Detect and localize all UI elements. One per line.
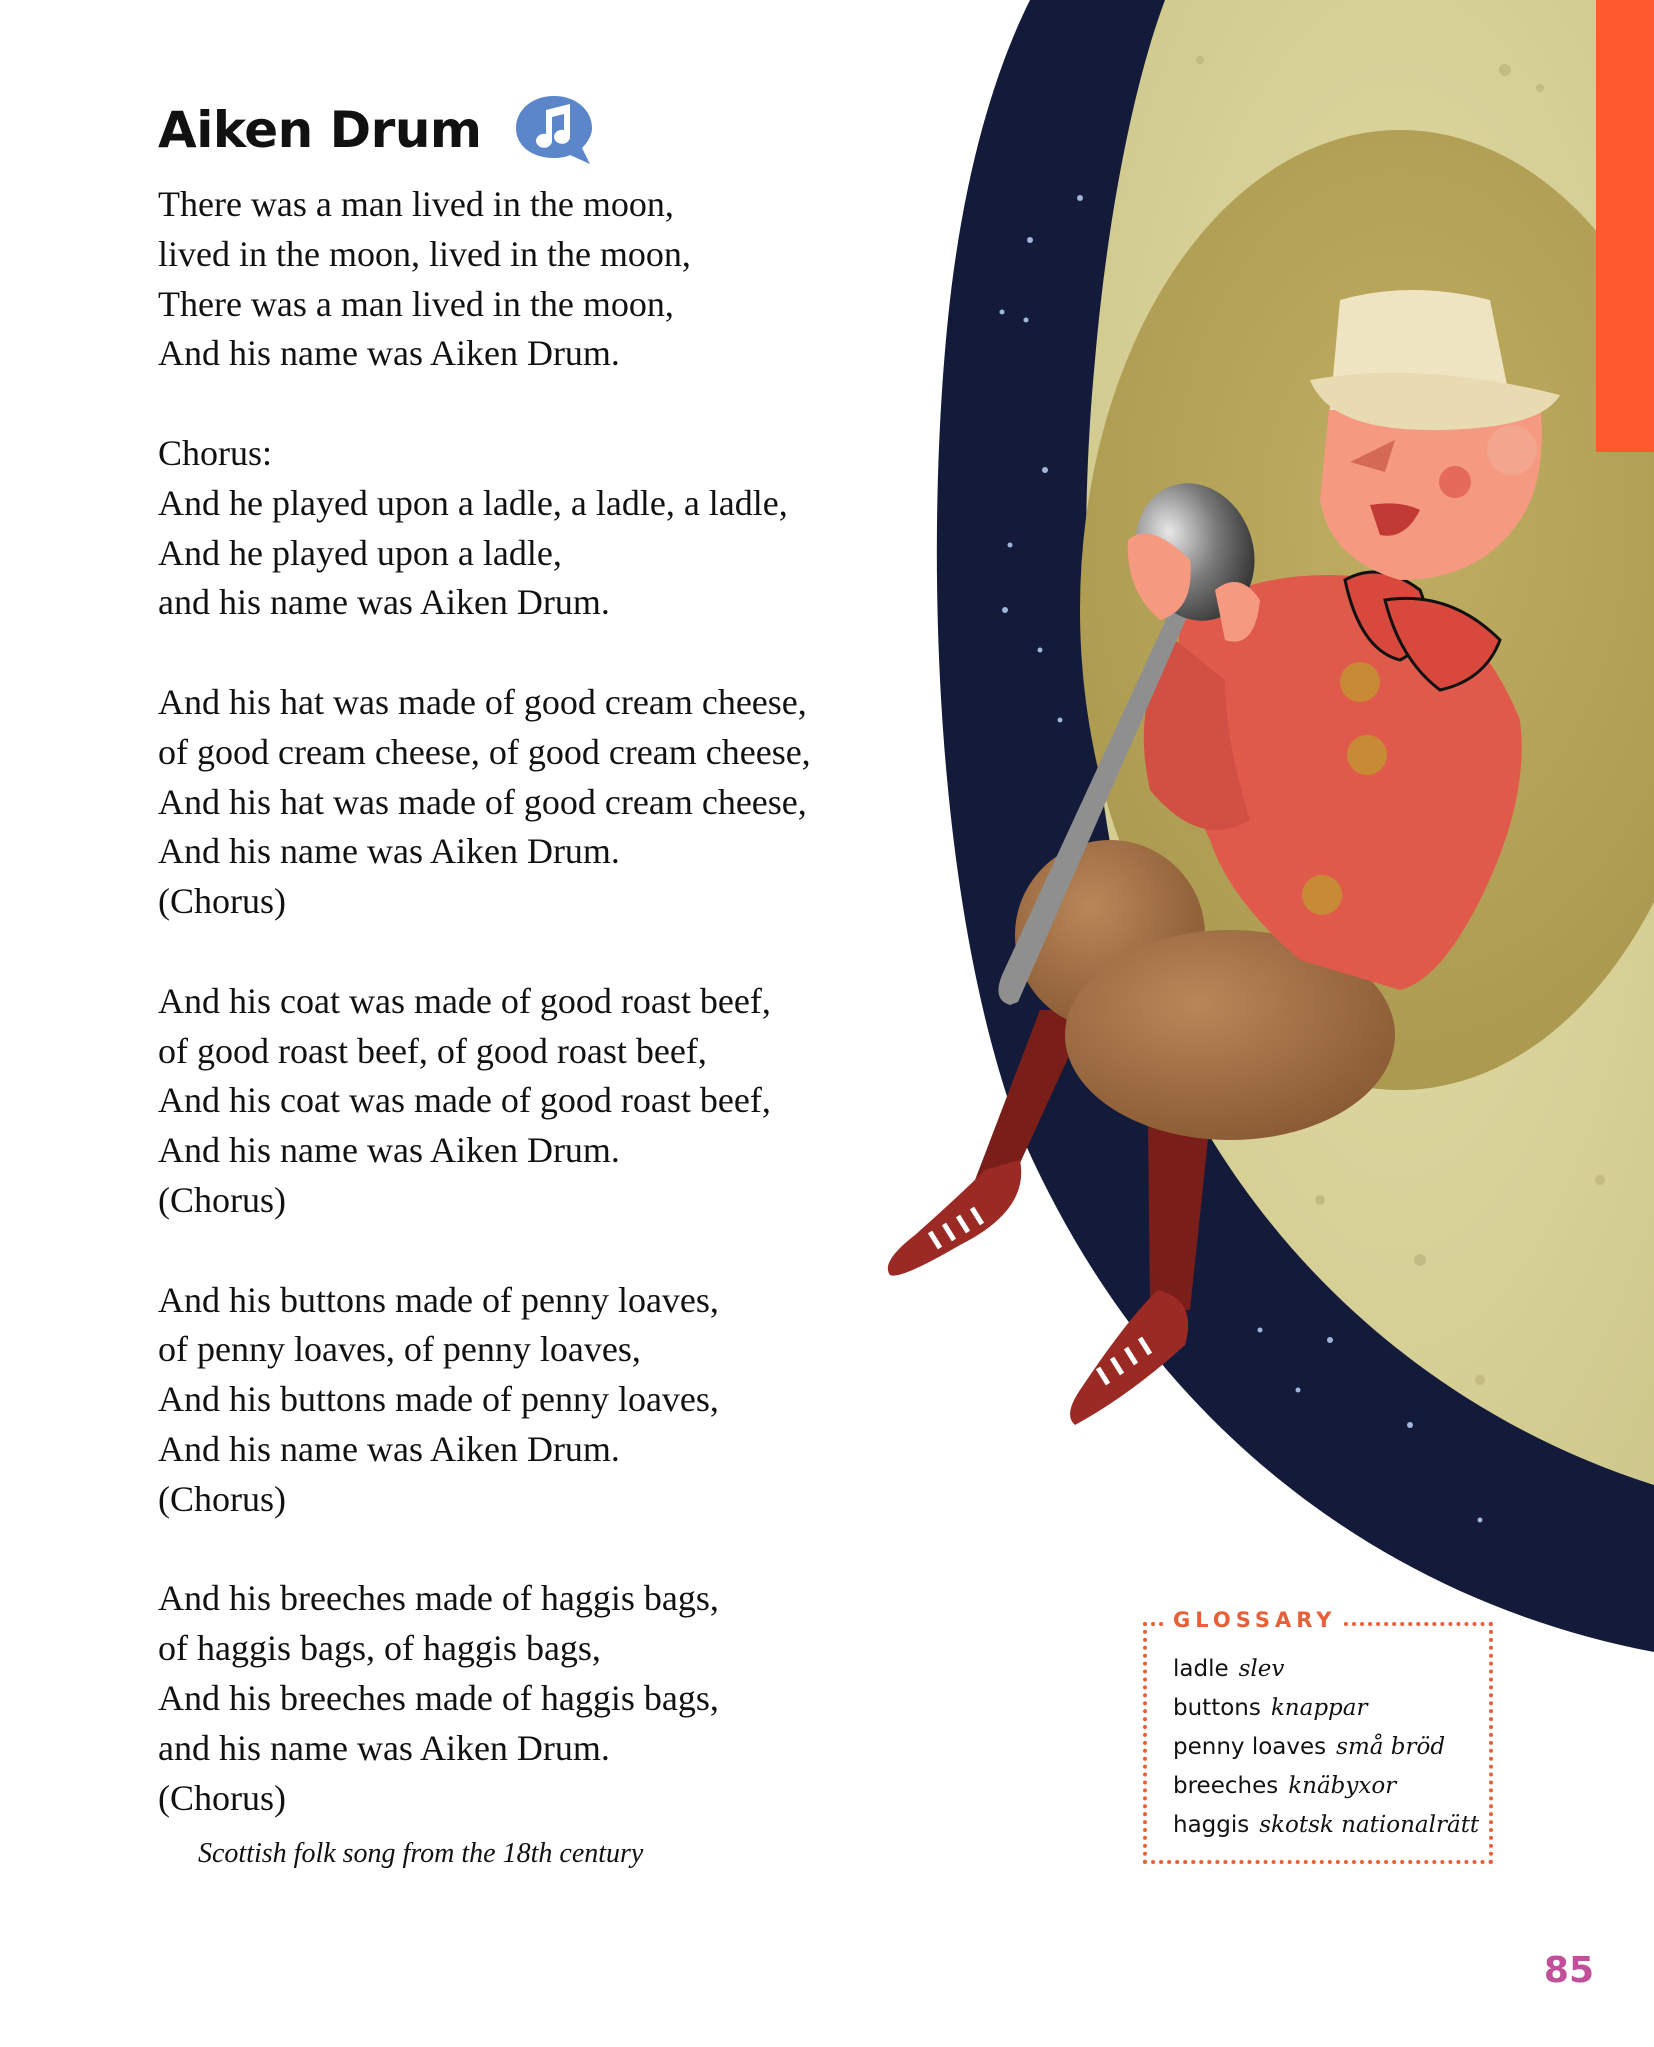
stanza-4 bbox=[158, 977, 938, 1226]
glossary-title: GLOSSARY bbox=[1167, 1608, 1343, 1632]
lyric-line: And his coat was made of good roast beef, bbox=[158, 980, 771, 1021]
lyric-line: And his buttons made of penny loaves, bbox=[158, 1379, 719, 1420]
chorus-marker: (Chorus) bbox=[158, 881, 286, 922]
lyric-line: And his breeches made of haggis bags, bbox=[158, 1677, 719, 1718]
glossary-item bbox=[1173, 1689, 1479, 1728]
glossary-list bbox=[1173, 1650, 1479, 1845]
lyric-line: And he played upon a ladle, bbox=[158, 532, 562, 573]
lyric-line: of good roast beef, of good roast beef, bbox=[158, 1030, 707, 1071]
glossary-translation: skotsk nationalrätt bbox=[1259, 1812, 1480, 1838]
section-tab bbox=[1596, 0, 1654, 452]
glossary-term: ladle bbox=[1173, 1656, 1229, 1682]
lyric-line: and his name was Aiken Drum. bbox=[158, 582, 610, 623]
chorus-marker: (Chorus) bbox=[158, 1478, 286, 1519]
lyric-line: of penny loaves, of penny loaves, bbox=[158, 1329, 641, 1370]
music-note-speech-bubble-icon[interactable] bbox=[512, 92, 596, 168]
glossary-translation: knappar bbox=[1270, 1695, 1368, 1721]
glossary-term: penny loaves bbox=[1173, 1734, 1327, 1760]
glossary-translation: slev bbox=[1238, 1656, 1285, 1682]
lyric-line: And he played upon a ladle, a ladle, a ladle, bbox=[158, 482, 788, 523]
chorus-marker: (Chorus) bbox=[158, 1179, 286, 1220]
glossary-item bbox=[1173, 1767, 1479, 1806]
glossary-translation: knäbyxor bbox=[1288, 1773, 1397, 1799]
glossary-item bbox=[1173, 1728, 1479, 1767]
song-source: Scottish folk song from the 18th century bbox=[198, 1838, 644, 1869]
lyric-line: And his hat was made of good cream cheese, bbox=[158, 781, 807, 822]
lyric-line: and his name was Aiken Drum. bbox=[158, 1727, 610, 1768]
glossary-box bbox=[1143, 1608, 1493, 1864]
glossary-item bbox=[1173, 1806, 1479, 1845]
chorus-heading: Chorus: bbox=[158, 432, 273, 473]
lyric-line: of haggis bags, of haggis bags, bbox=[158, 1628, 601, 1669]
title-row bbox=[158, 92, 596, 168]
glossary-translation: små bröd bbox=[1336, 1734, 1446, 1760]
glossary-item bbox=[1173, 1650, 1479, 1689]
lyric-line: And his name was Aiken Drum. bbox=[158, 1428, 620, 1469]
lyric-line: And his name was Aiken Drum. bbox=[158, 333, 620, 374]
glossary-term: buttons bbox=[1173, 1695, 1261, 1721]
stanza-6 bbox=[158, 1574, 938, 1823]
lyric-line: There was a man lived in the moon, bbox=[158, 184, 674, 224]
lyric-line: And his breeches made of haggis bags, bbox=[158, 1578, 719, 1619]
stanza-1 bbox=[158, 180, 938, 379]
stanza-3 bbox=[158, 678, 938, 927]
stanza-chorus bbox=[158, 429, 938, 628]
glossary-term: breeches bbox=[1173, 1773, 1279, 1799]
lyric-line: And his name was Aiken Drum. bbox=[158, 831, 620, 872]
stanza-5 bbox=[158, 1276, 938, 1525]
lyric-line: lived in the moon, lived in the moon, bbox=[158, 233, 691, 274]
glossary-term: haggis bbox=[1173, 1812, 1250, 1838]
lyric-line: And his coat was made of good roast beef, bbox=[158, 1080, 771, 1121]
lyric-line: And his hat was made of good cream cheese, bbox=[158, 681, 807, 722]
page-number: 85 bbox=[1543, 1950, 1594, 1991]
page-title: Aiken Drum bbox=[158, 101, 482, 159]
chorus-marker: (Chorus) bbox=[158, 1777, 286, 1818]
song-lyrics bbox=[158, 180, 938, 1823]
lyric-line: of good cream cheese, of good cream cheese, bbox=[158, 731, 811, 772]
lyric-line: And his name was Aiken Drum. bbox=[158, 1130, 620, 1171]
lyric-line: And his buttons made of penny loaves, bbox=[158, 1279, 719, 1320]
lyric-line: There was a man lived in the moon, bbox=[158, 283, 674, 324]
